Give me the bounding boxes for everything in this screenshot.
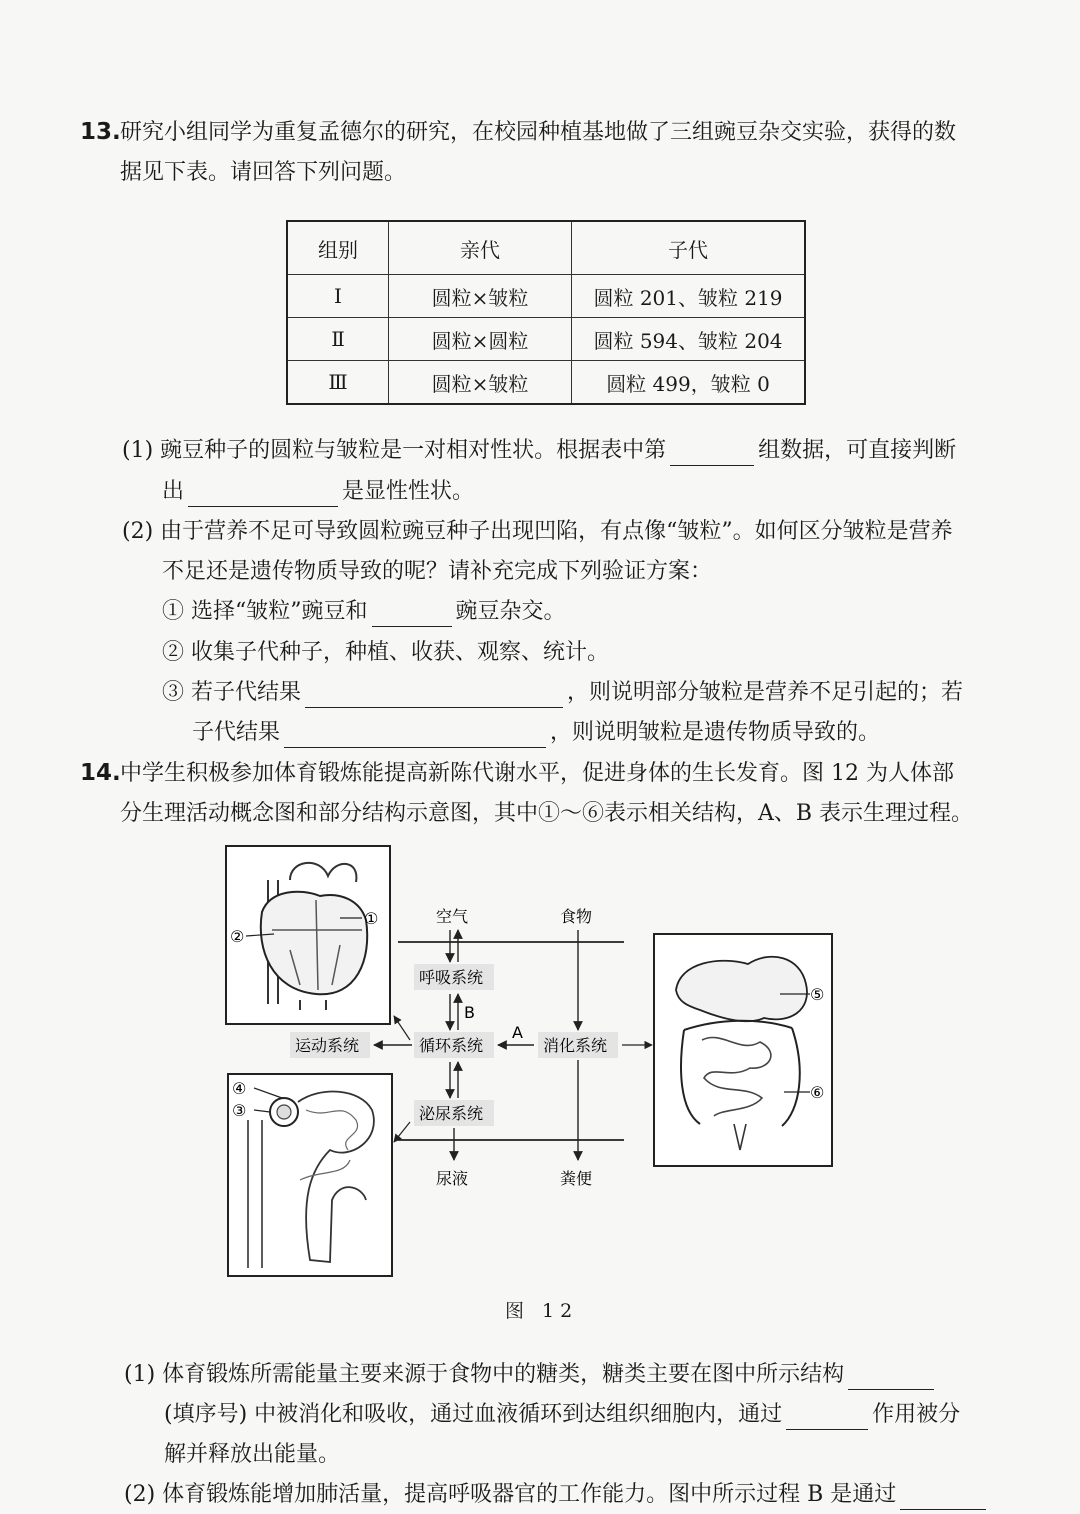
q14-stem-line2: 分生理活动概念图和部分结构示意图，其中①～⑥表示相关结构，A、B 表示生理过程。 — [120, 801, 974, 826]
arrow-to-kidney — [394, 1122, 410, 1142]
q13-step1: ① 选择“皱粒”豌豆和 豌豆杂交。 — [162, 597, 566, 627]
label-urine: 尿液 — [436, 1169, 469, 1188]
marker-6: ⑥ — [810, 1083, 825, 1102]
table-cell: 圆粒×皱粒 — [389, 275, 572, 318]
answer-blank[interactable] — [848, 1367, 934, 1390]
nephron-diagram — [228, 1074, 392, 1276]
q14-part1-line3: 解并释放出能量。 — [164, 1442, 341, 1467]
q13-part2-line1: (2) 由于营养不足可导致圆粒豌豆种子出现凹陷，有点像“皱粒”。如何区分皱粒是营养 — [122, 519, 953, 544]
arrow-to-heart — [394, 1016, 410, 1040]
marker-5: ⑤ — [810, 985, 825, 1004]
q13-number: 13. — [80, 119, 121, 145]
q13-part1-line1: (1) 豌豆种子的圆粒与皱粒是一对相对性状。根据表中第 组数据，可直接判断 — [122, 436, 956, 466]
marker-1: ① — [364, 909, 379, 928]
label-motor: 运动系统 — [295, 1036, 360, 1055]
answer-blank[interactable] — [900, 1487, 986, 1510]
q14-number: 14. — [80, 760, 121, 786]
digestive-diagram — [654, 934, 832, 1166]
label-circulatory: 循环系统 — [419, 1036, 484, 1055]
label-air: 空气 — [436, 907, 469, 926]
label-digestive: 消化系统 — [543, 1036, 608, 1055]
table-cell: 圆粒×圆粒 — [389, 318, 572, 361]
marker-2: ② — [230, 927, 245, 946]
heart-diagram — [226, 846, 390, 1024]
q13-step3-line2: 子代结果 ，则说明皱粒是遗传物质导致的。 — [192, 718, 880, 748]
table-cell: Ⅰ — [287, 275, 389, 318]
q13-step3-line1: ③ 若子代结果 ，则说明部分皱粒是营养不足引起的；若 — [162, 678, 963, 708]
label-b: B — [464, 1003, 475, 1022]
label-feces: 粪便 — [560, 1169, 593, 1188]
table-cell: 圆粒 499，皱粒 0 — [572, 361, 806, 405]
table-cell: 圆粒 201、皱粒 219 — [572, 275, 806, 318]
label-a: A — [512, 1023, 523, 1042]
q14-part1-line2: (填序号) 中被消化和吸收，通过血液循环到达组织细胞内，通过 作用被分 — [164, 1400, 960, 1430]
marker-3: ③ — [232, 1101, 247, 1120]
answer-blank[interactable] — [786, 1407, 868, 1430]
table-header-cell: 组别 — [287, 221, 389, 275]
q14-stem-line1: 中学生积极参加体育锻炼能提高新陈代谢水平，促进身体的生长发育。图 12 为人体部 — [120, 761, 954, 786]
label-urinary: 泌尿系统 — [419, 1104, 484, 1123]
glomerulus-core — [277, 1105, 291, 1119]
q13-part2-line2: 不足还是遗传物质导致的呢？请补充完成下列验证方案： — [162, 559, 713, 584]
table-header-cell: 亲代 — [389, 221, 572, 275]
table-cell: 圆粒 594、皱粒 204 — [572, 318, 806, 361]
q14-part2-line1: (2) 体育锻炼能增加肺活量，提高呼吸器官的工作能力。图中所示过程 B 是通过 — [124, 1480, 990, 1510]
q13-stem-line1: 研究小组同学为重复孟德尔的研究，在校园种植基地做了三组豌豆杂交实验，获得的数 — [120, 120, 957, 145]
q13-stem-line2: 据见下表。请回答下列问题。 — [120, 160, 407, 185]
label-respiratory: 呼吸系统 — [419, 968, 484, 987]
q14-part1-line1: (1) 体育锻炼所需能量主要来源于食物中的糖类，糖类主要在图中所示结构 — [124, 1360, 938, 1390]
table-cell: 圆粒×皱粒 — [389, 361, 572, 405]
q13-part1-line2: 出 是显性性状。 — [162, 477, 474, 507]
q13-step2: ② 收集子代种子，种植、收获、观察、统计。 — [162, 640, 609, 665]
marker-4: ④ — [232, 1079, 247, 1098]
table-header-cell: 子代 — [572, 221, 806, 275]
figure-caption: 图 12 — [505, 1300, 579, 1322]
table-cell: Ⅱ — [287, 318, 389, 361]
label-food: 食物 — [560, 907, 593, 926]
table-cell: Ⅲ — [287, 361, 389, 405]
